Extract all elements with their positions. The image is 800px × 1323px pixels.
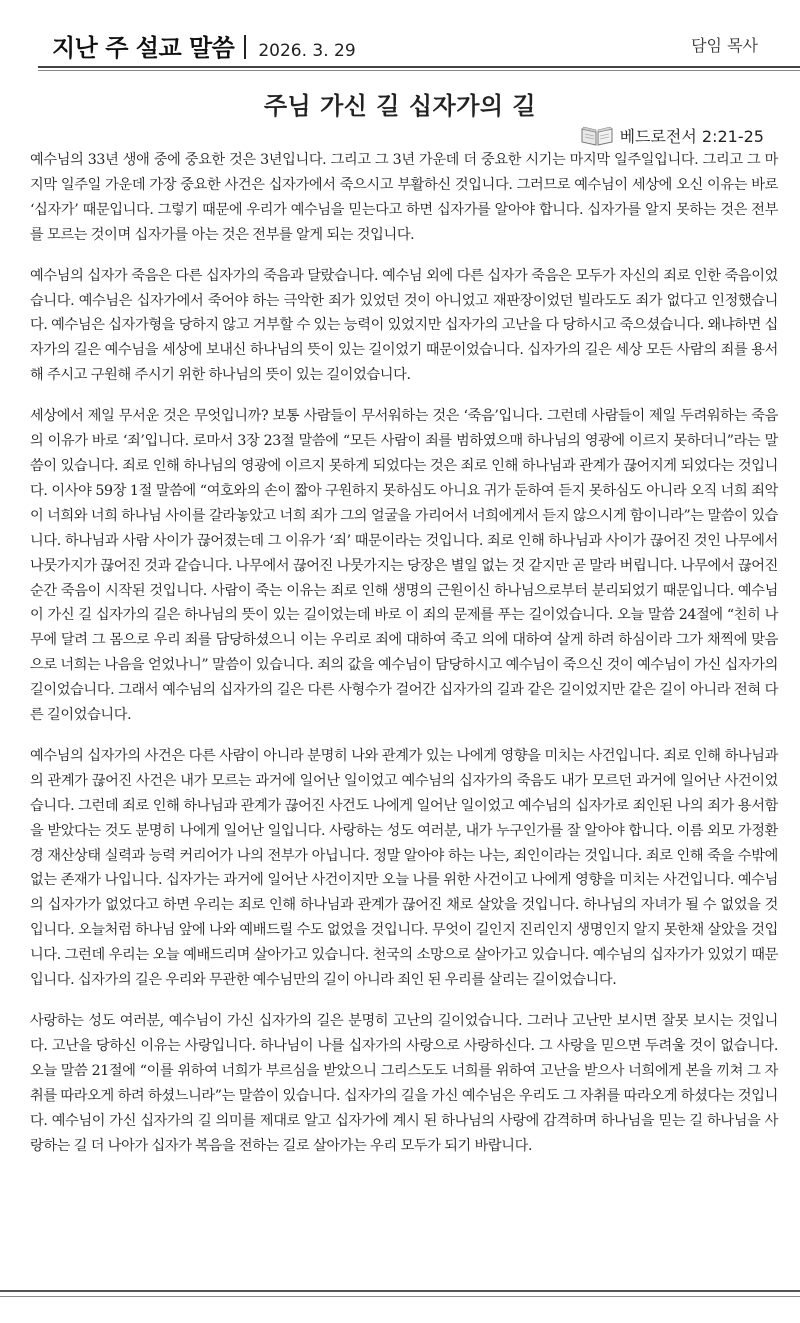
sermon-date: 2026. 3. 29: [258, 41, 356, 61]
sermon-body: [30, 148, 778, 1174]
section-title: 지난 주 설교 말씀: [52, 34, 235, 62]
footer-rule-thick: [0, 1290, 800, 1292]
header-left: [52, 28, 356, 63]
header-divider: [244, 35, 246, 59]
sermon-paragraph: 사랑하는 성도 여러분, 예수님이 가신 십자가의 길은 분명히 고난의 길이었습니다. 그러나 고난만 보시면 잘못 보시는 것입니다. 고난을 당하신 이유는 사랑입니다. 하나님이 나를 십자가의 사랑으로 사랑하신다. 그 사랑을 믿으면 두려울 것이 없습니다. 오늘 말씀 21절에 “이를 위하여 너희가 부르심을 받았으니 그리스도도 너희를 위하여 고난을 받으사 너희에게 본을 끼쳐 그 자취를 따라오게 하려 하셨느니라”는 말씀이 있습니다. 십자가의 길을 가신 예수님은 우리도 그 자취를 따라오게 하셨다는 것입니다. 예수님이 가신 십자가의 길 의미를 제대로 알고 십자가에 계시 된 하나님의 사랑에 감격하며 하나님을 믿는 길 하나님을 사랑하는 길 더 나아가 십자가 복음을 전하는 길로 살아가는 우리 모두가 되기 바랍니다.: [30, 1013, 778, 1154]
sermon-paragraph: 예수님의 33년 생애 중에 중요한 것은 3년입니다. 그리고 그 3년 가운데 더 중요한 시기는 마지막 일주일입니다. 그리고 그 마지막 일주일 가운데 가장 중요한 사건은 십자가에서 죽으시고 부활하신 것입니다. 그러므로 예수님이 세상에 오신 이유는 바로 ‘십자가’ 때문입니다. 그렇기 때문에 우리가 예수님을 믿는다고 하면 십자가를 알아야 합니다. 십자가를 알지 못하는 것은 전부를 모르는 것이며 십자가를 아는 것은 전부를 알게 되는 것입니다.: [30, 152, 778, 243]
header-rule-thin: [38, 70, 800, 71]
sermon-paragraph: 예수님의 십자가 죽음은 다른 십자가의 죽음과 달랐습니다. 예수님 외에 다른 십자가 죽음은 모두가 자신의 죄로 인한 죽음이었습니다. 예수님은 십자가에서 죽어야 하는 극악한 죄가 있었던 것이 아니었고 재판장이었던 빌라도도 죄가 없다고 인정했습니다. 예수님은 십자가형을 당하지 않고 거부할 수 있는 능력이 있었지만 십자가의 고난을 다 당하시고 죽으셨습니다. 왜냐하면 십자가의 길은 예수님을 세상에 보내신 하나님의 뜻이 있는 길이었기 때문이었습니다. 십자가의 길은 세상 모든 사람의 죄를 용서해 주시고 구원해 주시기 위한 하나님의 뜻이 있는 길이었습니다.: [30, 267, 778, 384]
scripture-reference: [580, 123, 764, 147]
sermon-paragraph: 세상에서 제일 무서운 것은 무엇입니까? 보통 사람들이 무서워하는 것은 ‘죽음’입니다. 그런데 사람들이 제일 두려워하는 죽음의 이유가 바로 ‘죄’입니다. 로마서 3장 23절 말씀에 “모든 사람이 죄를 범하였으매 하나님의 영광에 이르지 못하더니”라는 말씀이 있습니다. 죄로 인해 하나님의 영광에 이르지 못하게 되었다는 것은 죄로 인해 하나님과 관계가 끊어지게 되었다는 것입니다. 이사야 59장 1절 말씀에 “여호와의 손이 짧아 구원하지 못하심도 아니요 귀가 둔하여 듣지 못하심도 아니라 오직 너희 죄악이 너희와 너희 하나님 사이를 갈라놓았고 너희 죄가 그의 얼굴을 가리어서 너희에게서 듣지 않으시게 함이니라”는 말씀이 있습니다. 하나님과 사람 사이가 끊어졌는데 그 이유가 ‘죄’ 때문이라는 것입니다. 죄로 인해 하나님과 사이가 끊어진 것인 나무에서 나뭇가지가 끊어진 것과 같습니다. 나무에서 끊어진 나뭇가지는 당장은 별일 없는 것 같지만 곧 말라 버립니다. 나무에서 끊어진 순간 죽음이 시작된 것입니다. 사람이 죽는 이유는 죄로 인해 생명의 근원이신 하나님으로부터 분리되었기 때문입니다. 예수님이 가신 길 십자가의 길은 하나님의 뜻이 있는 길이었는데 바로 이 죄의 문제를 푸는 길이었습니다. 오늘 말씀 24절에 “친히 나무에 달려 그 몸으로 우리 죄를 담당하셨으니 이는 우리로 죄에 대하여 죽고 의에 대하여 살게 하려 하심이라 그가 채찍에 맞음으로 너희는 나음을 얻었나니” 말씀이 있습니다. 죄의 값을 예수님이 담당하시고 예수님이 죽으신 것이 예수님이 가신 십자가의 길이었습니다. 그래서 예수님의 십자가의 길은 다른 사형수가 걸어간 십자가의 길과 같은 길이었지만 같은 길이 아니라 전혀 다른 길이었습니다.: [30, 408, 778, 724]
sermon-title: 주님 가신 길 십자가의 길: [263, 92, 537, 120]
open-book-icon: [580, 123, 614, 147]
sermon-paragraph: 예수님의 십자가의 사건은 다른 사람이 아니라 분명히 나와 관계가 있는 나에게 영향을 미치는 사건입니다. 죄로 인해 하나님과의 관계가 끊어진 사건은 내가 모르는 과거에 일어난 일이었고 예수님의 십자가의 죽음도 내가 모르던 과거에 일어난 사건이었습니다. 그런데 죄로 인해 하나님과 관계가 끊어진 사건도 나에게 일어난 일이었고 예수님의 십자가로 죄인된 나의 죄가 용서함을 받았다는 것도 분명히 나에게 일어난 일입니다. 사랑하는 성도 여러분, 내가 누구인가를 잘 알아야 합니다. 이름 외모 가정환경 재산상태 실력과 능력 커리어가 나의 전부가 아닙니다. 정말 알아야 하는 나는, 죄인이라는 것입니다. 죄로 인해 죽을 수밖에 없는 존재가 나입니다. 십자가는 과거에 일어난 사건이지만 오늘 나를 위한 사건이고 나에게 영향을 미치는 사건입니다. 예수님의 십자가가 없었다고 하면 우리는 죄로 인해 하나님과 관계가 끊어진 채로 살았을 것입니다. 하나님의 자녀가 될 수 없었을 것입니다. 오늘처럼 하나님 앞에 나와 예배드릴 수도 없었을 것입니다. 무엇이 길인지 진리인지 생명인지 알지 못한채 살았을 것입니다. 그런데 우리는 오늘 예배드리며 살아가고 있습니다. 천국의 소망으로 살아가고 있습니다. 예수님의 십자가가 있었기 때문입니다. 십자가의 길은 우리와 무관한 예수님만의 길이 아니라 죄인 된 우리를 살리는 길이었습니다.: [30, 747, 778, 989]
header-rule-thick: [38, 66, 800, 68]
page-header: [0, 0, 800, 72]
footer-rule-thin: [0, 1296, 800, 1297]
scripture-text: 베드로전서 2:21-25: [619, 126, 764, 146]
preacher-name: 담임 목사: [691, 36, 758, 55]
